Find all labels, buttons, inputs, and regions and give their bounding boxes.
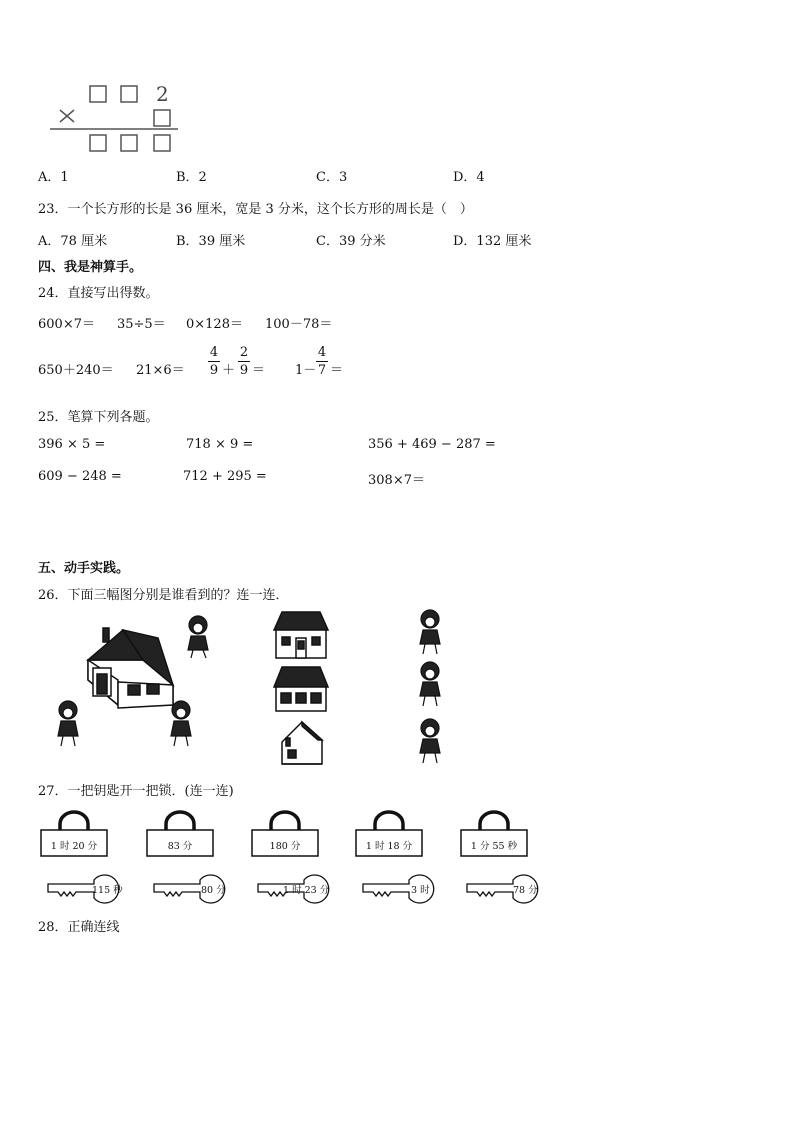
q24-item: 650＋240＝ bbox=[38, 363, 114, 378]
key-2[interactable] bbox=[152, 872, 236, 904]
q23-option-c[interactable]: C．39 分米 bbox=[316, 234, 386, 249]
lock-3[interactable] bbox=[251, 810, 319, 858]
q25-item: 718 × 9 = bbox=[186, 437, 254, 452]
lock-5[interactable] bbox=[460, 810, 528, 858]
puzzle-digit: 2 bbox=[156, 82, 169, 106]
lock-4[interactable] bbox=[355, 810, 423, 858]
house-view-back-icon[interactable] bbox=[270, 665, 332, 715]
child-icon[interactable] bbox=[412, 608, 448, 658]
fraction-4-9: 4 9 bbox=[209, 345, 219, 378]
q25-item: 396 × 5 = bbox=[38, 437, 106, 452]
key-4[interactable] bbox=[361, 872, 445, 904]
lock-label: 180 分 bbox=[269, 841, 301, 852]
lock-1[interactable] bbox=[40, 810, 108, 858]
q22-option-c[interactable]: C．3 bbox=[316, 170, 348, 185]
q24-stem: 24．直接写出得数。 bbox=[38, 286, 159, 301]
house-view-front-icon[interactable] bbox=[270, 610, 332, 662]
house-view-side-icon[interactable] bbox=[278, 720, 326, 768]
key-label: 78 分 bbox=[513, 885, 538, 896]
key-label: 3 时 bbox=[411, 885, 430, 896]
q23-option-b[interactable]: B．39 厘米 bbox=[176, 234, 246, 249]
key-label: 1 时 23 分 bbox=[283, 885, 330, 896]
q25-item: 356 + 469 − 287 = bbox=[368, 437, 496, 452]
fraction-4-7: 4 7 bbox=[317, 345, 327, 378]
q24-item: 100－78＝ bbox=[265, 317, 333, 332]
q26-stem: 26．下面三幅图分别是谁看到的？连一连． bbox=[38, 588, 289, 603]
child-icon[interactable] bbox=[412, 660, 448, 710]
q25-item: 712 + 295 = bbox=[183, 469, 267, 484]
one-minus: 1－ bbox=[295, 363, 317, 378]
child-icon[interactable] bbox=[412, 717, 448, 767]
lock-label: 1 分 55 秒 bbox=[470, 841, 518, 852]
q22-option-b[interactable]: B．2 bbox=[176, 170, 207, 185]
lock-2[interactable] bbox=[146, 810, 214, 858]
key-3[interactable] bbox=[256, 872, 340, 904]
q24-item: 600×7＝ bbox=[38, 317, 95, 332]
equals-sign: ＝ bbox=[252, 363, 266, 378]
child-icon bbox=[188, 616, 208, 658]
q28-stem: 28．正确连线 bbox=[38, 920, 120, 935]
q25-stem: 25．笔算下列各题。 bbox=[38, 410, 159, 425]
q27-stem: 27．一把钥匙开一把锁．(连一连) bbox=[38, 784, 234, 799]
q24-item: 21×6＝ bbox=[136, 363, 185, 378]
key-1[interactable] bbox=[46, 872, 130, 904]
q23-option-d[interactable]: D．132 厘米 bbox=[453, 234, 532, 249]
q22-option-d[interactable]: D．4 bbox=[453, 170, 485, 185]
key-5[interactable] bbox=[465, 872, 549, 904]
lock-label: 1 时 18 分 bbox=[365, 841, 413, 852]
fraction-2-9: 2 9 bbox=[239, 345, 249, 378]
q24-item: 0×128＝ bbox=[186, 317, 243, 332]
q24-item: 35÷5＝ bbox=[117, 317, 166, 332]
equals-sign: ＝ bbox=[330, 363, 344, 378]
q25-item: 308×7＝ bbox=[368, 473, 425, 488]
child-icon bbox=[171, 701, 191, 746]
house-with-children-illustration bbox=[48, 610, 238, 760]
key-label: 115 秒 bbox=[92, 885, 123, 896]
lock-label: 1 时 20 分 bbox=[50, 841, 98, 852]
plus-sign: ＋ bbox=[222, 363, 236, 378]
q23-option-a[interactable]: A．78 厘米 bbox=[38, 234, 108, 249]
q22-option-a[interactable]: A．1 bbox=[38, 170, 69, 185]
lock-label: 83 分 bbox=[167, 841, 193, 852]
q23-stem: 23．一个长方形的长是 36 厘米，宽是 3 分米，这个长方形的周长是（ ） bbox=[38, 202, 473, 217]
multiplication-box-puzzle bbox=[48, 80, 188, 160]
child-icon bbox=[58, 701, 78, 746]
key-label: 80 分 bbox=[201, 885, 226, 896]
q25-item: 609 − 248 = bbox=[38, 469, 122, 484]
section-4-title: 四、我是神算手。 bbox=[38, 260, 143, 275]
section-5-title: 五、动手实践。 bbox=[38, 561, 130, 576]
key-icon bbox=[361, 872, 445, 904]
